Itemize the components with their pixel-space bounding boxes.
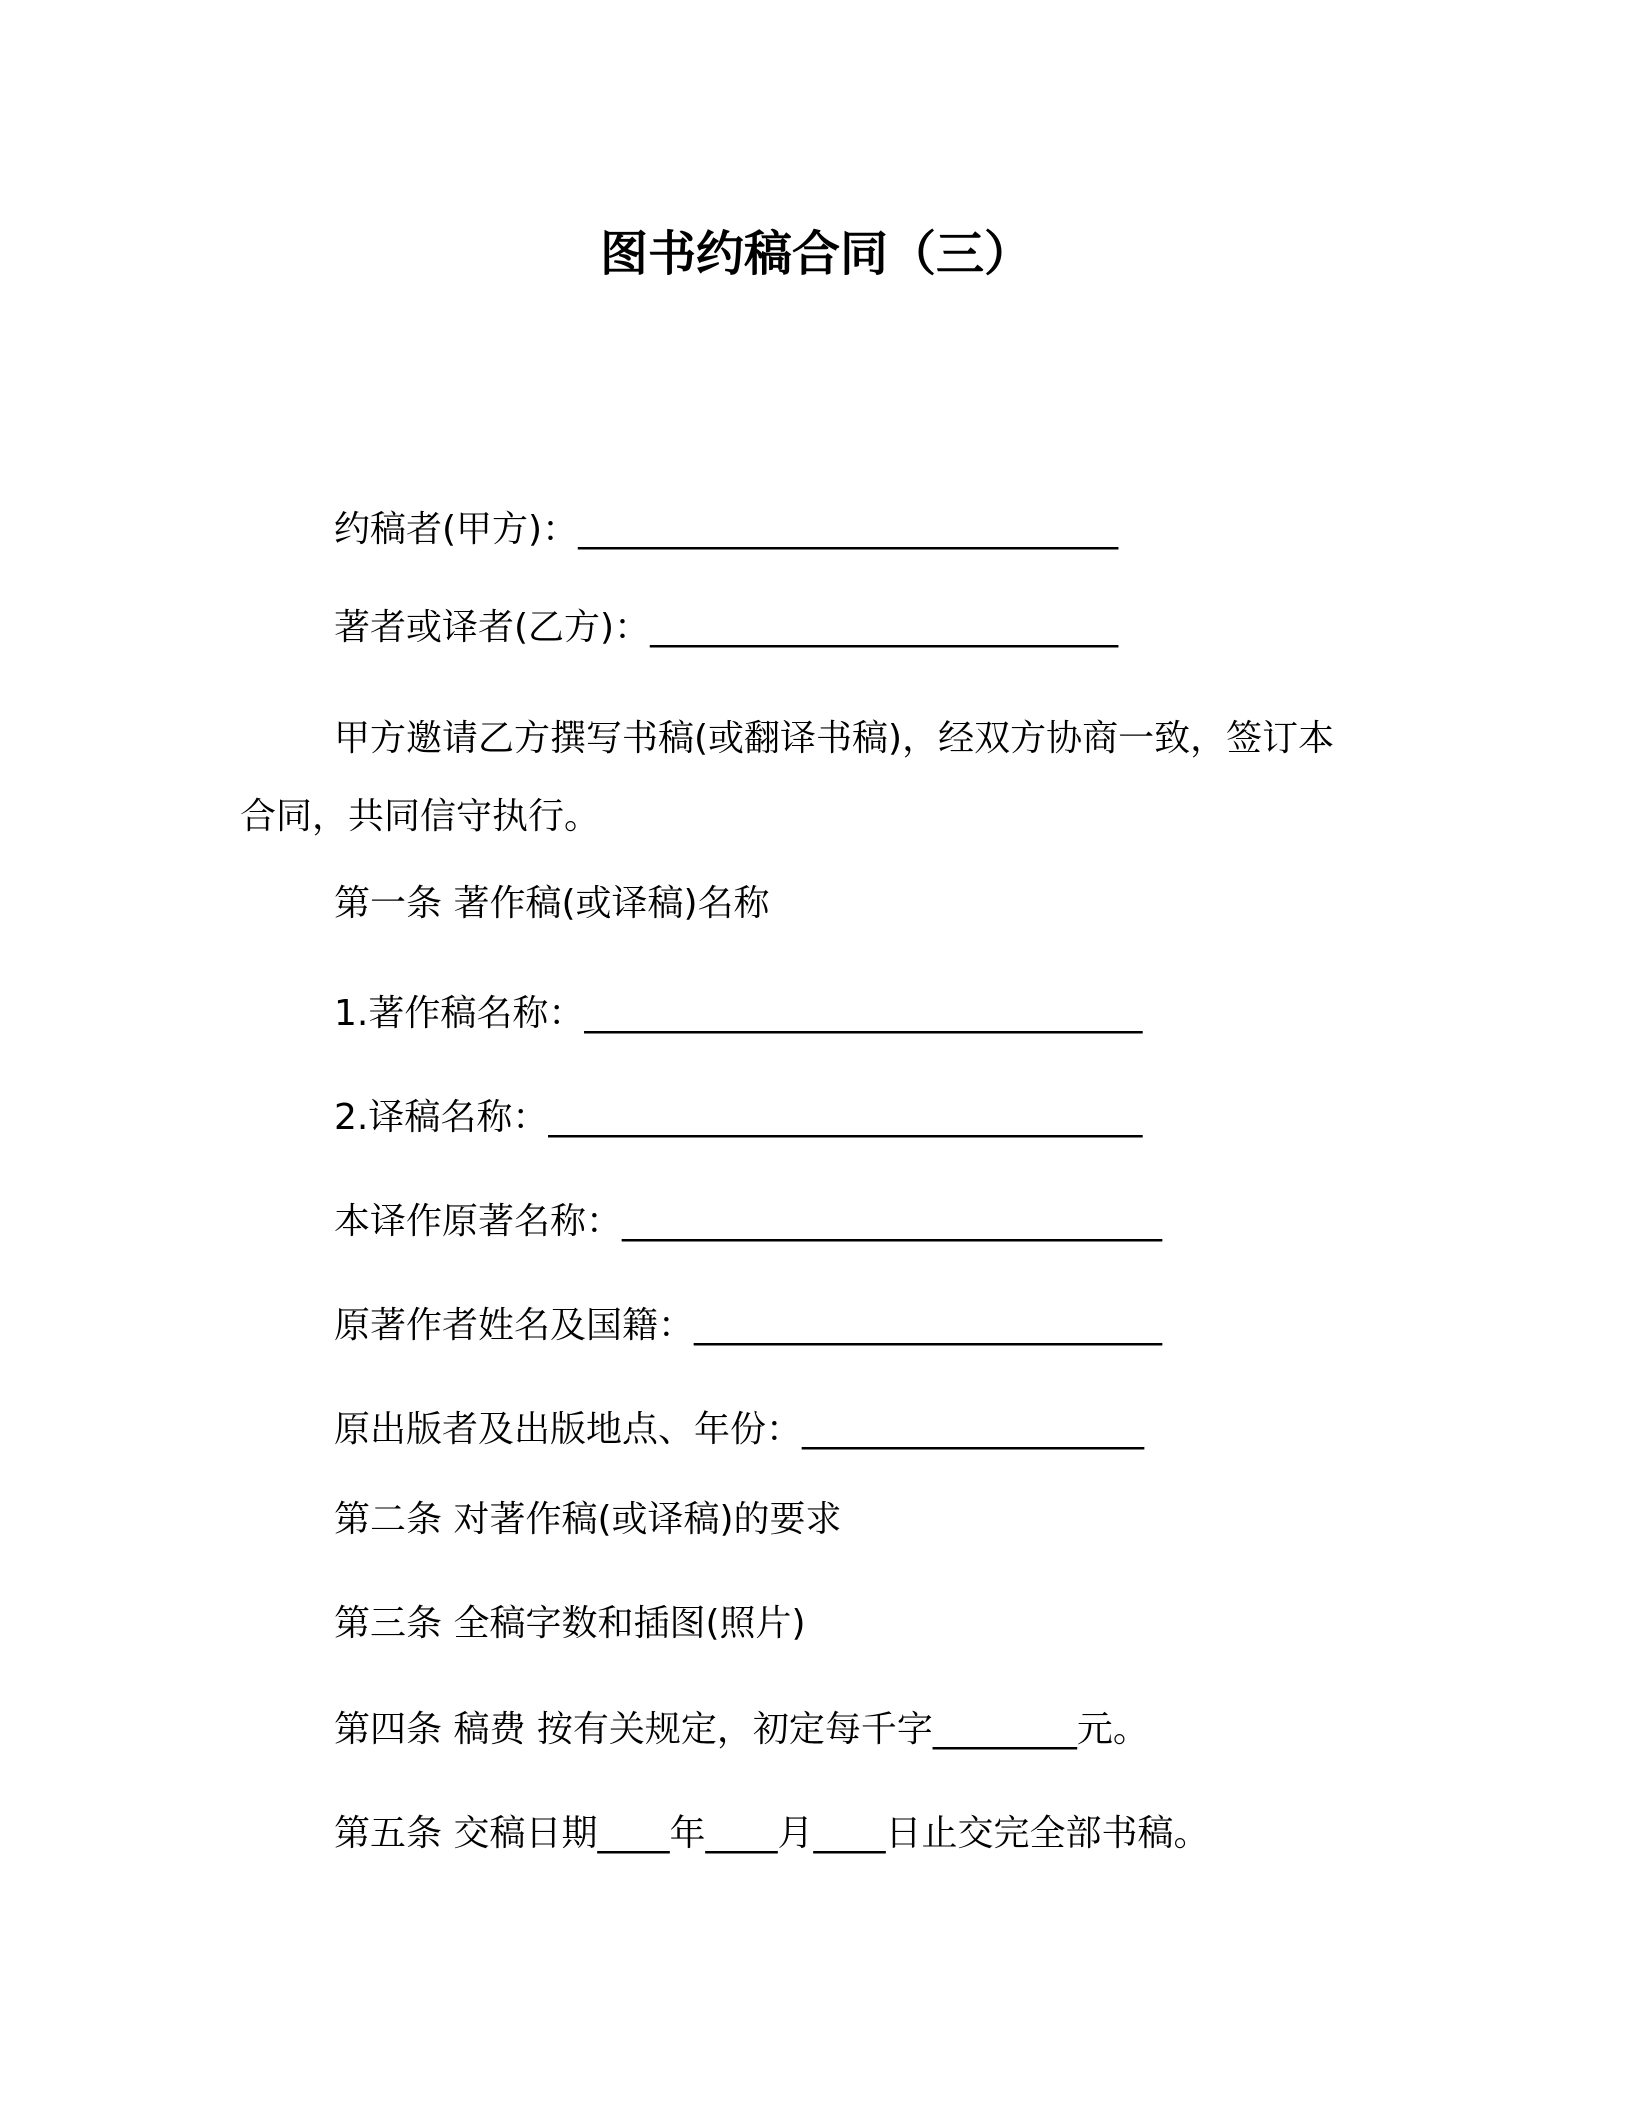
item-2-line: 2.译稿名称：_________________________________: [334, 1097, 1143, 1138]
original-author-line: 原著作者姓名及国籍：__________________________: [334, 1305, 1163, 1346]
document-title: 图书约稿合同（三）: [599, 226, 1032, 282]
item-1-line: 1.著作稿名称：_______________________________: [334, 993, 1143, 1034]
original-title-line: 本译作原著名称：______________________________: [334, 1201, 1163, 1242]
article-1-title: 第一条 著作稿(或译稿)名称: [334, 883, 770, 924]
article-5-line: 第五条 交稿日期____年____月____日止交完全部书稿。: [334, 1813, 1210, 1854]
original-publisher-line: 原出版者及出版地点、年份：___________________: [334, 1409, 1145, 1450]
article-2-line: 第二条 对著作稿(或译稿)的要求: [334, 1499, 842, 1540]
party-b-line: 著者或译者(乙方)：__________________________: [334, 607, 1119, 648]
article-4-line: 第四条 稿费 按有关规定，初定每千字________元。: [334, 1709, 1149, 1750]
party-a-line: 约稿者(甲方)：______________________________: [334, 509, 1119, 550]
intro-paragraph: 甲方邀请乙方撰写书稿(或翻译书稿)，经双方协商一致，签订本合同，共同信守执行。: [240, 718, 1335, 837]
article-3-line: 第三条 全稿字数和插图(照片): [334, 1603, 806, 1644]
